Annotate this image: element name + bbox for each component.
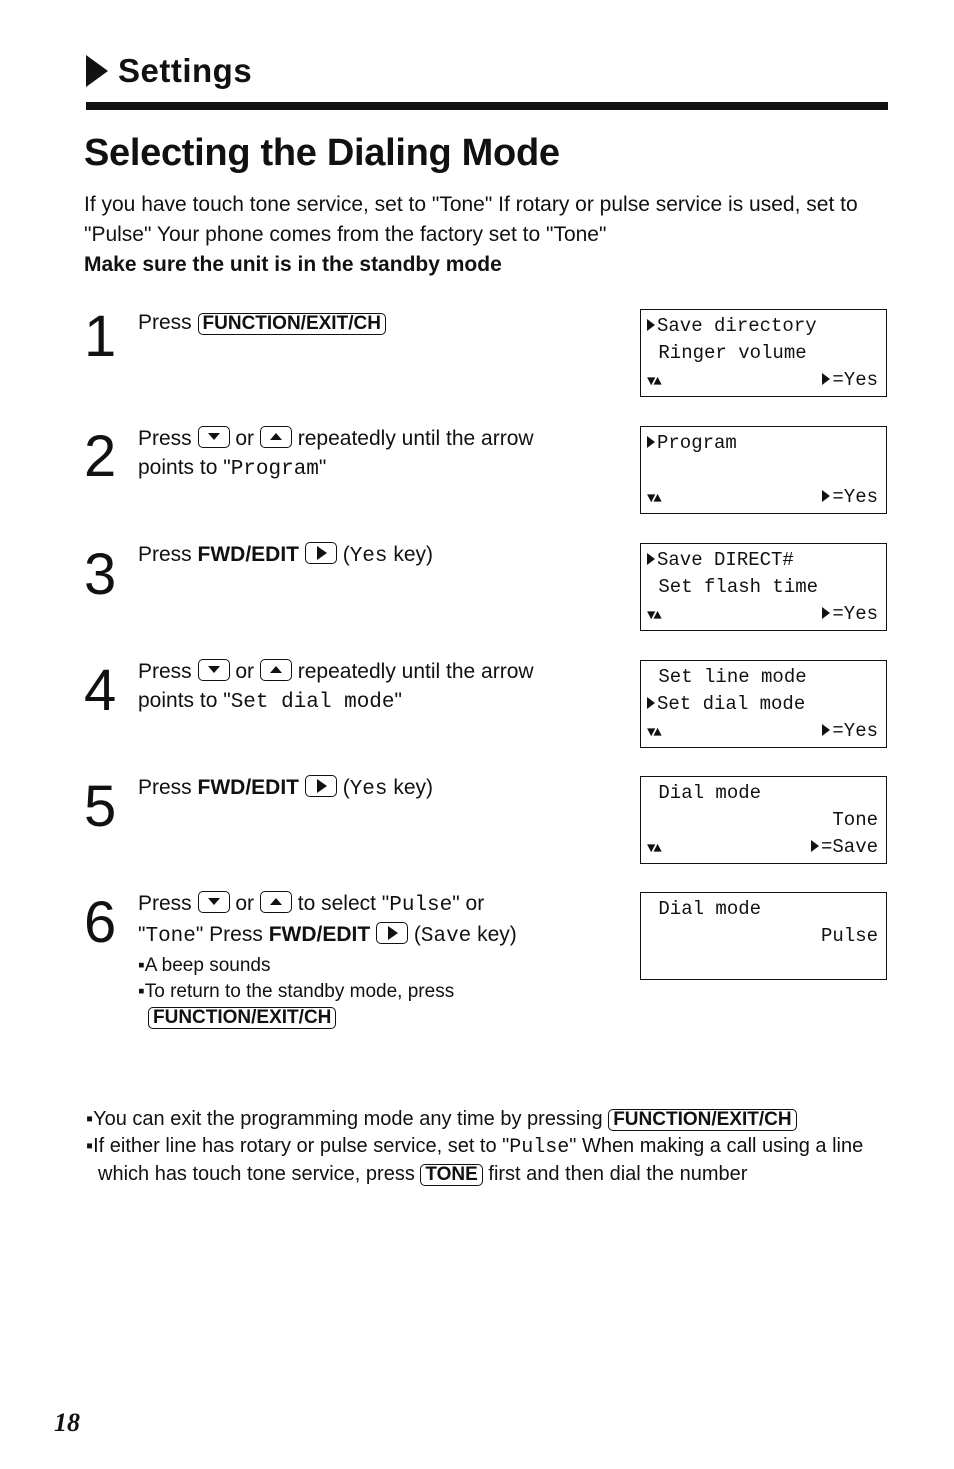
up-key-icon	[260, 659, 292, 681]
step-4-text	[138, 657, 618, 717]
note-1-text: You can exit the programming mode any time by pressing	[93, 1108, 609, 1130]
step-4-text-a: repeatedly until the arrow	[297, 660, 534, 683]
step-6-text	[138, 889, 618, 1031]
step-number: 2	[84, 424, 117, 489]
lcd-line: Set flash time	[647, 576, 819, 598]
fwd-edit-key-label: FWD/EDIT	[197, 776, 300, 799]
bullet-1-text: A beep sounds	[144, 955, 271, 976]
lcd-display-2	[640, 426, 887, 514]
step-2-text-c: "	[318, 456, 327, 479]
step-6-text-b: " or	[452, 892, 485, 915]
pointer-icon	[822, 724, 830, 736]
yes-word: Yes	[349, 778, 388, 801]
lcd-line: =Yes	[832, 720, 878, 742]
step-4-target: Set dial mode	[230, 691, 395, 714]
play-key-icon	[376, 922, 408, 944]
fwd-edit-key-label: FWD/EDIT	[197, 543, 300, 566]
step-6-text-a: to select "	[297, 892, 390, 915]
step-2-text	[138, 424, 618, 484]
press-word: Press	[138, 427, 192, 450]
down-up-arrows-icon: ▼▲	[647, 491, 660, 507]
pointer-icon	[647, 697, 655, 709]
press-word: Press	[138, 776, 192, 799]
lcd-line: Save directory	[657, 315, 817, 337]
note-2-pulse: Pulse	[509, 1136, 570, 1159]
press-word: Press	[138, 311, 192, 334]
play-key-icon	[305, 775, 337, 797]
intro-paragraph	[84, 190, 884, 280]
step-number: 6	[84, 890, 117, 955]
lcd-line: Dial mode	[647, 898, 762, 920]
up-key-icon	[260, 891, 292, 913]
function-exit-ch-key: FUNCTION/EXIT/CH	[608, 1109, 796, 1131]
pointer-icon	[811, 840, 819, 852]
step-6-text-d: " Press	[195, 923, 269, 946]
lcd-display-1	[640, 309, 887, 397]
step-5-text	[138, 773, 618, 804]
lcd-display-4	[640, 660, 887, 748]
step-4-text-c: "	[394, 689, 402, 712]
arrow-right-icon	[86, 55, 108, 87]
step-2-target: Program	[230, 458, 319, 481]
down-up-arrows-icon: ▼▲	[647, 608, 660, 624]
note-2-text-a: If either line has rotary or pulse service, set to "	[93, 1135, 510, 1157]
lcd-line: Set dial mode	[657, 693, 806, 715]
lcd-line: Pulse	[820, 925, 878, 947]
note-1: ▪You can exit the programming mode any time by pressing FUNCTION/EXIT/CH	[86, 1106, 886, 1133]
paren-open: (	[342, 776, 350, 799]
header-rule	[86, 102, 888, 110]
pointer-icon	[647, 436, 655, 448]
lcd-line: Dial mode	[647, 782, 762, 804]
pointer-icon	[822, 490, 830, 502]
step-number: 3	[84, 542, 117, 607]
press-word: Press	[138, 543, 192, 566]
yes-word: Yes	[349, 545, 388, 568]
intro-text: If you have touch tone service, set to "Tone" If rotary or pulse service is used, set to "Pulse" Your phone comes from the factory set to "Tone"	[84, 193, 858, 246]
page-number: 18	[54, 1408, 80, 1437]
intro-bold-text: Make sure the unit is in the standby mode	[84, 253, 502, 276]
step-1-text	[138, 308, 618, 337]
step-2-text-a: repeatedly until the arrow	[297, 427, 534, 450]
down-key-icon	[198, 891, 230, 913]
lcd-line: Program	[657, 432, 737, 454]
step-number: 4	[84, 658, 117, 723]
lcd-line: Save DIRECT#	[657, 549, 794, 571]
note-2-text-c: " When making a call using a line which has touch tone service, press	[98, 1135, 864, 1185]
step-4-text-b: points to "	[138, 689, 231, 712]
key-word: key)	[387, 543, 434, 566]
step-number: 1	[84, 304, 117, 369]
down-key-icon	[198, 659, 230, 681]
or-word: or	[235, 892, 255, 915]
section-title: Settings	[118, 52, 253, 89]
or-word: or	[235, 427, 255, 450]
pulse-word: Pulse	[389, 894, 453, 917]
lcd-line: Tone	[832, 809, 878, 831]
tone-key: TONE	[420, 1164, 482, 1186]
save-word: Save	[420, 925, 472, 948]
up-key-icon	[260, 426, 292, 448]
press-word: Press	[138, 660, 192, 683]
press-word: Press	[138, 892, 192, 915]
bullet-1: ▪A beep sounds	[138, 955, 271, 976]
lcd-line: =Yes	[832, 369, 878, 391]
step-6-text-c: "	[138, 923, 146, 946]
bullet-2-key-line	[138, 1005, 618, 1031]
lcd-line: Set line mode	[647, 666, 807, 688]
step-3-text	[138, 540, 618, 571]
key-word: key)	[387, 776, 434, 799]
note-2: ▪If either line has rotary or pulse service, set to "Pulse" When making a call using a line which has touch tone service, press TONE first and then dial the number	[86, 1135, 864, 1185]
step-2-text-b: points to "	[138, 456, 231, 479]
pointer-icon	[647, 553, 655, 565]
lcd-display-6	[640, 892, 887, 980]
pointer-icon	[647, 319, 655, 331]
down-up-arrows-icon: ▼▲	[647, 841, 660, 857]
function-exit-ch-key: FUNCTION/EXIT/CH	[148, 1007, 336, 1029]
lcd-display-5	[640, 776, 887, 864]
page-title: Selecting the Dialing Mode	[84, 132, 560, 174]
down-key-icon	[198, 426, 230, 448]
note-2-text-d: first and then dial the number	[482, 1163, 748, 1185]
lcd-line: Ringer volume	[647, 342, 807, 364]
lcd-line: =Yes	[832, 486, 878, 508]
function-exit-ch-key: FUNCTION/EXIT/CH	[198, 313, 386, 335]
play-key-icon	[305, 542, 337, 564]
pointer-icon	[822, 373, 830, 385]
lcd-display-3	[640, 543, 887, 631]
step-number: 5	[84, 774, 117, 839]
fwd-edit-key-label: FWD/EDIT	[268, 923, 371, 946]
down-up-arrows-icon: ▼▲	[647, 374, 660, 390]
notes	[86, 1106, 886, 1188]
or-word: or	[235, 660, 255, 683]
section-header	[86, 52, 252, 90]
bullet-2: ▪To return to the standby mode, press	[138, 981, 455, 1002]
key-word: key)	[471, 923, 517, 946]
paren-open: (	[342, 543, 350, 566]
tone-word: Tone	[145, 925, 196, 948]
pointer-icon	[822, 607, 830, 619]
paren-open: (	[413, 923, 421, 946]
lcd-line: =Yes	[832, 603, 878, 625]
bullet-2-text: To return to the standby mode, press	[144, 981, 455, 1002]
lcd-line: =Save	[820, 836, 878, 858]
down-up-arrows-icon: ▼▲	[647, 725, 660, 741]
